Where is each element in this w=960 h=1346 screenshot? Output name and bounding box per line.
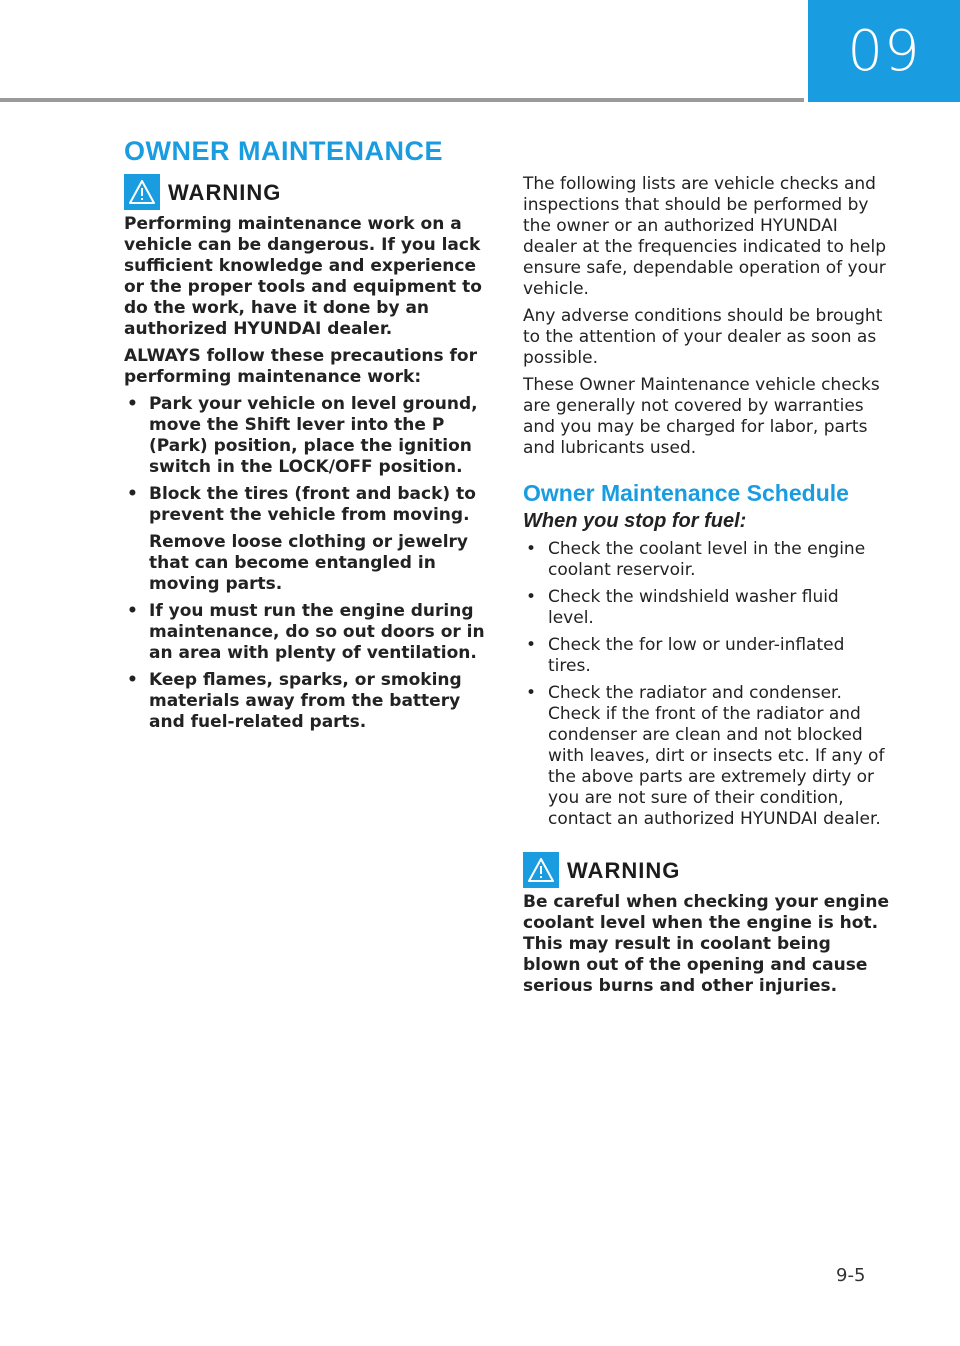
warning-icon <box>124 174 160 210</box>
list-item <box>124 601 490 664</box>
fuel-stop-title: When you stop for fuel: <box>523 510 747 532</box>
bullet: • <box>526 683 537 703</box>
warning-header <box>523 852 889 888</box>
warning-text: Be careful when checking your engine coolant level when the engine is hot. This may result in coolant being blown out of the opening and cause serious burns and other injuries. <box>523 892 890 996</box>
coolant-warning <box>523 852 889 997</box>
chapter-tab <box>808 0 960 102</box>
warning-icon <box>523 852 559 888</box>
bullet: • <box>127 394 138 414</box>
warning-body <box>124 214 490 733</box>
list-item <box>523 539 889 581</box>
list-item <box>124 484 490 595</box>
list-item-text: Check the for low or under-inflated tires. <box>548 635 845 676</box>
warning-body <box>523 892 889 997</box>
bullet: • <box>526 539 537 559</box>
list-item-text: Park your vehicle on level ground, move the Shift lever into the P (Park) position, place the ignition switch in the LOCK/OFF position. <box>149 394 478 477</box>
list-item-text: Check the windshield washer fluid level. <box>548 587 839 628</box>
header-rule <box>0 98 804 102</box>
list-item-text: If you must run the engine during maintenance, do so out doors or in an area with plenty of ventilation. <box>149 601 485 663</box>
bullet: • <box>526 587 537 607</box>
list-item <box>124 670 490 733</box>
bullet: • <box>127 484 138 504</box>
warranty-paragraph: These Owner Maintenance vehicle checks are generally not covered by warranties and you may be charged for labor, parts and lubricants used. <box>523 375 880 458</box>
warning-label: WARNING <box>567 857 681 883</box>
list-item <box>124 394 490 478</box>
right-column <box>523 174 889 1003</box>
warning-label: WARNING <box>168 179 282 205</box>
list-item-text: Check the radiator and condenser. Check if the front of the radiator and condenser are clean and not blocked with leaves, dirt or insects etc. If any of the above parts are extremely dirty or you are not sure of their condition, contact an authorized HYUNDAI dealer. <box>548 683 885 829</box>
intro-paragraph: The following lists are vehicle checks and inspections that should be performed by the owner or an authorized HYUNDAI dealer at the frequencies indicated to help ensure safe, dependable operation of your vehicle. <box>523 174 886 299</box>
section-title: OWNER MAINTENANCE <box>124 136 443 166</box>
warning-header <box>124 174 490 210</box>
conditions-paragraph: Any adverse conditions should be brought to the attention of your dealer as soon as possible. <box>523 306 883 368</box>
list-item-text: Keep flames, sparks, or smoking materials away from the battery and fuel-related parts. <box>149 670 462 732</box>
precaution-list <box>124 394 490 733</box>
list-item-text: Block the tires (front and back) to prevent the vehicle from moving. <box>149 484 476 525</box>
list-item-text: Check the coolant level in the engine coolant reservoir. <box>548 539 866 580</box>
list-item-extra: Remove loose clothing or jewelry that can become entangled in moving parts. <box>149 532 468 594</box>
left-column <box>124 174 490 739</box>
list-item <box>523 635 889 677</box>
list-item <box>523 683 889 830</box>
fuel-check-list <box>523 539 889 830</box>
bullet: • <box>127 670 138 690</box>
warning-intro: Performing maintenance work on a vehicle can be dangerous. If you lack sufficient knowledge and experience or the proper tools and equipment to do the work, have it done by an authorized HYUNDAI dealer. <box>124 214 482 339</box>
bullet: • <box>127 601 138 621</box>
chapter-number: 09 <box>847 18 921 84</box>
schedule-title: Owner Maintenance Schedule <box>523 480 849 506</box>
page-number: 9-5 <box>836 1265 866 1286</box>
warning-lead: ALWAYS follow these precautions for performing maintenance work: <box>124 346 477 387</box>
list-item <box>523 587 889 629</box>
bullet: • <box>526 635 537 655</box>
